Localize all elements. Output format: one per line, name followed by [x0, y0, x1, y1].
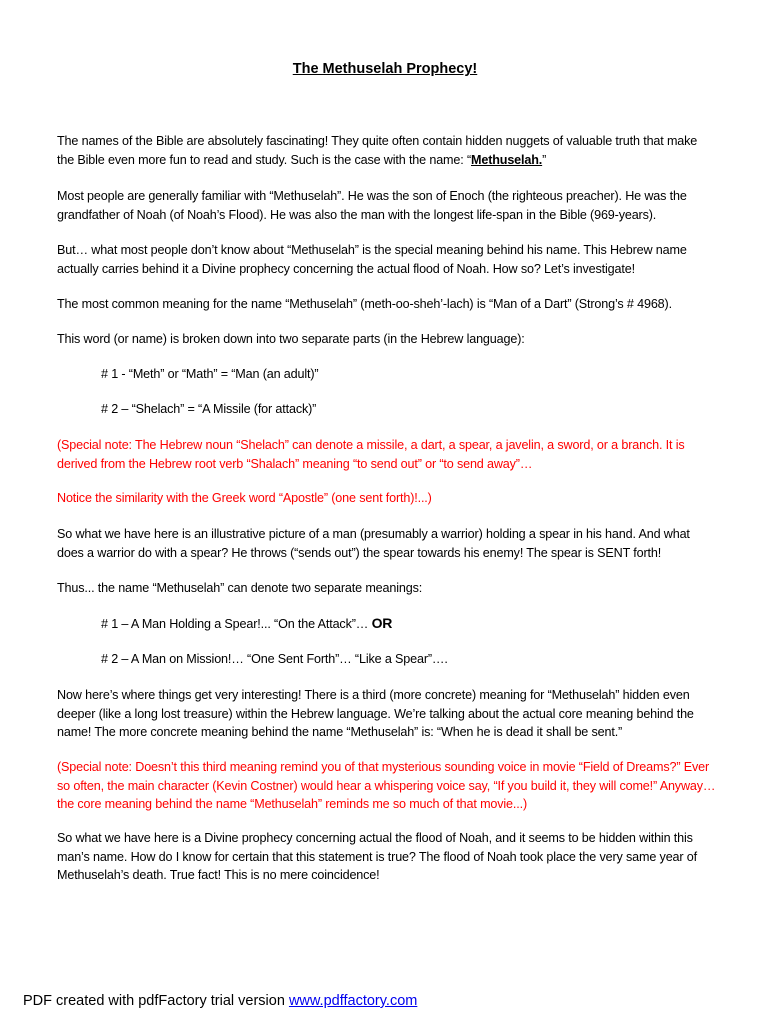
paragraph-common-meaning: The most common meaning for the name “Methuselah” (meth-oo-sheh’-lach) is “Man of a Dart” (Strong’s # 4968).	[57, 297, 672, 311]
intro-paragraph	[57, 132, 717, 169]
paragraph-warrior: So what we have here is an illustrative picture of a man (presumably a warrior) holding a spear in his hand. And what does a warrior do with a spear? He throws (“sends out”) the spear towards his enemy! The spear is SENT forth!	[57, 527, 690, 560]
meaning-one	[101, 614, 701, 634]
meaning-one-text: # 1 – A Man Holding a Spear!... “On the Attack”…	[101, 617, 372, 631]
paragraph-familiar: Most people are generally familiar with “Methuselah”. He was the son of Enoch (the righteous preacher). He was the grandfather of Noah (of Noah’s Flood). He was also the man with the longest life-span in the Bible (969-years).	[57, 189, 687, 222]
paragraph-third-meaning: Now here’s where things get very interesting! There is a third (more concrete) meaning for “Methuselah” hidden even deeper (like a long lost treasure) within the Hebrew language. We’re talking about the actual core meaning behind the name! The more concrete meaning behind the name “Methuselah” is: “When he is dead it shall be sent.”	[57, 688, 694, 739]
part-two: # 2 – “Shelach” = “A Missile (for attack)”	[101, 402, 317, 416]
intro-text: The names of the Bible are absolutely fascinating! They quite often contain hidden nuggets of valuable truth that make the Bible even more fun to read and study. Such is the case with the name: “	[57, 134, 698, 167]
paragraph-conclusion: So what we have here is a Divine prophecy concerning actual the flood of Noah, and it seems to be hidden within this man’s name. How do I know for certain that this statement is true? The flood of Noah took place the very same year of Methuselah’s death. True fact! This is no mere coincidence!	[57, 831, 697, 882]
special-note-apostle: Notice the similarity with the Greek word “Apostle” (one sent forth)!...)	[57, 491, 432, 505]
paragraph-two-meanings: Thus... the name “Methuselah” can denote two separate meanings:	[57, 581, 423, 595]
special-note-shelach: (Special note: The Hebrew noun “Shelach” can denote a missile, a dart, a spear, a javelin, a sword, or a branch. It is derived from the Hebrew root verb “Shalach” meaning “to send out” or “to send away”…	[57, 438, 685, 471]
footer-text: PDF created with pdfFactory trial version	[23, 993, 289, 1009]
or-label: OR	[371, 615, 393, 631]
methuselah-name: Methuselah.	[471, 152, 543, 167]
special-note-field-of-dreams: (Special note: Doesn’t this third meaning remind you of that mysterious sounding voice in movie “Field of Dreams?” Ever so often, the main character (Kevin Costner) would hear a whispering voice say, “If you build it, they will come!” Anyway… the core meaning behind the name “Methuselah” reminds me so much of that movie...)	[57, 760, 716, 811]
intro-close-quote: ”	[542, 152, 547, 167]
page-title: The Methuselah Prophecy!	[292, 61, 478, 77]
paragraph-prophecy: But… what most people don’t know about “Methuselah” is the special meaning behind his name. This Hebrew name actually carries behind it a Divine prophecy concerning the actual flood of Noah. How so? Let’s investigate!	[57, 243, 687, 276]
part-one: # 1 - “Meth” or “Math” = “Man (an adult)”	[101, 367, 319, 381]
pdf-footer	[23, 993, 417, 1009]
paragraph-broken-down: This word (or name) is broken down into two separate parts (in the Hebrew language):	[57, 332, 525, 346]
meaning-two: # 2 – A Man on Mission!… “One Sent Forth”… “Like a Spear”….	[101, 652, 448, 666]
pdffactory-link[interactable]: www.pdffactory.com	[288, 993, 418, 1009]
